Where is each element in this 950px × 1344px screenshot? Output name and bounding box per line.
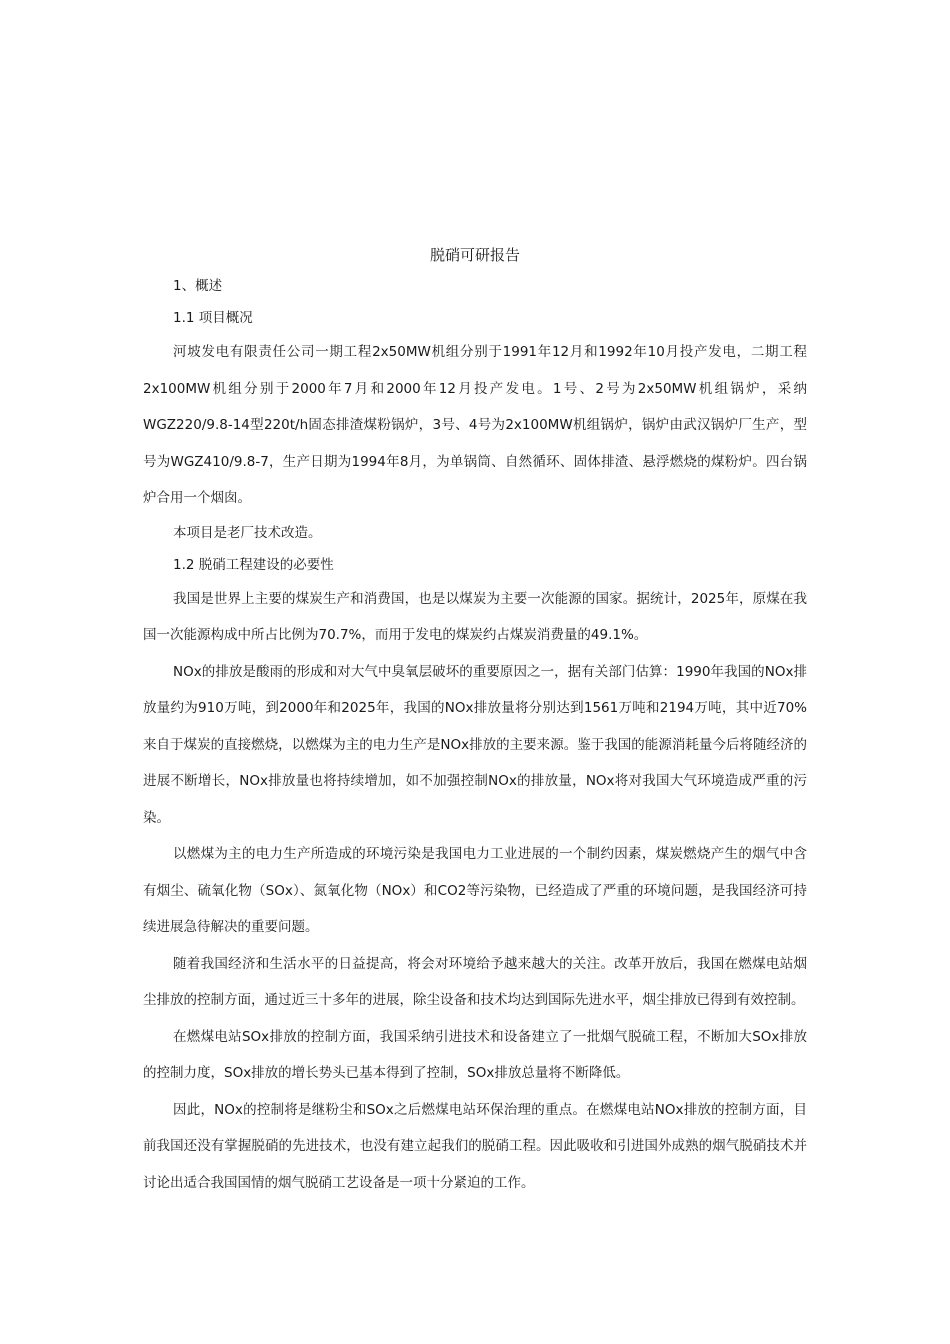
section-heading-project-overview: 1.1 项目概况 bbox=[173, 310, 253, 326]
paragraph-project-description: 河坡发电有限责任公司一期工程2x50MW机组分别于1991年12月和1992年10月投产发电，二期工程2x100MW机组分别于2000年7月和2000年12月投产发电。1号、2号为2x50MW机组锅炉，采纳WGZ220/9.8-14型220t/h固态排渣煤粉锅炉，3号、4号为2x100MW机组锅炉，锅炉由武汉锅炉厂生产，型号为WGZ410/9.8-7，生产日期为1994年8月，为单锅筒、自然循环、固体排渣、悬浮燃烧的煤粉炉。四台锅炉合用一个烟囱。 bbox=[143, 344, 807, 506]
paragraph-sox-control: 在燃煤电站SOx排放的控制方面，我国采纳引进技术和设备建立了一批烟气脱硫工程，不断加大SOx排放的控制力度，SOx排放的增长势头已基本得到了控制，SOx排放总量将不断降低。 bbox=[143, 1028, 807, 1081]
paragraph-nox-priority: 因此，NOx的控制将是继粉尘和SOx之后燃煤电站环保治理的重点。在燃煤电站NOx排放的控制方面，目前我国还没有掌握脱硝的先进技术，也没有建立起我们的脱硝工程。因此吸收和引进国外成熟的烟气脱硝技术并讨论出适合我国国情的烟气脱硝工艺设备是一项十分紧迫的工作。 bbox=[143, 1101, 807, 1191]
paragraph-environmental-pollution: 以燃煤为主的电力生产所造成的环境污染是我国电力工业进展的一个制约因素，煤炭燃烧产生的烟气中含有烟尘、硫氧化物（SOx）、氮氧化物（NOx）和CO2等污染物，已经造成了严重的环境问题，是我国经济可持续进展急待解决的重要问题。 bbox=[143, 846, 807, 935]
document-title: 脱硝可研报告 bbox=[429, 246, 520, 264]
paragraph-nox-emissions: NOx的排放是酸雨的形成和对大气中臭氧层破坏的重要原因之一，据有关部门估算：1990年我国的NOx排放量约为910万吨，到2000年和2025年，我国的NOx排放量将分别达到1561万吨和2194万吨，其中近70%来自于煤炭的直接燃烧，以燃煤为主的电力生产是NOx排放的主要来源。鉴于我国的能源消耗量今后将随经济的进展不断增长，NOx排放量也将持续增加，如不加强控制NOx的排放量，NOx将对我国大气环境造成严重的污染。 bbox=[143, 663, 807, 826]
paragraph-renovation: 本项目是老厂技术改造。 bbox=[173, 524, 322, 541]
paragraph-coal-consumption: 我国是世界上主要的煤炭生产和消费国，也是以煤炭为主要一次能源的国家。据统计，2025年，原煤在我国一次能源构成中所占比例为70.7%，而用于发电的煤炭约占煤炭消费量的49.1%。 bbox=[143, 590, 807, 643]
section-heading-necessity: 1.2 脱硝工程建设的必要性 bbox=[173, 556, 334, 573]
paragraph-dust-control: 随着我国经济和生活水平的日益提高，将会对环境给予越来越大的关注。改革开放后，我国在燃煤电站烟尘排放的控制方面，通过近三十多年的进展，除尘设备和技术均达到国际先进水平，烟尘排放已得到有效控制。 bbox=[143, 955, 807, 1008]
document-body bbox=[143, 240, 807, 1201]
section-heading-overview: 1、概述 bbox=[173, 278, 223, 294]
